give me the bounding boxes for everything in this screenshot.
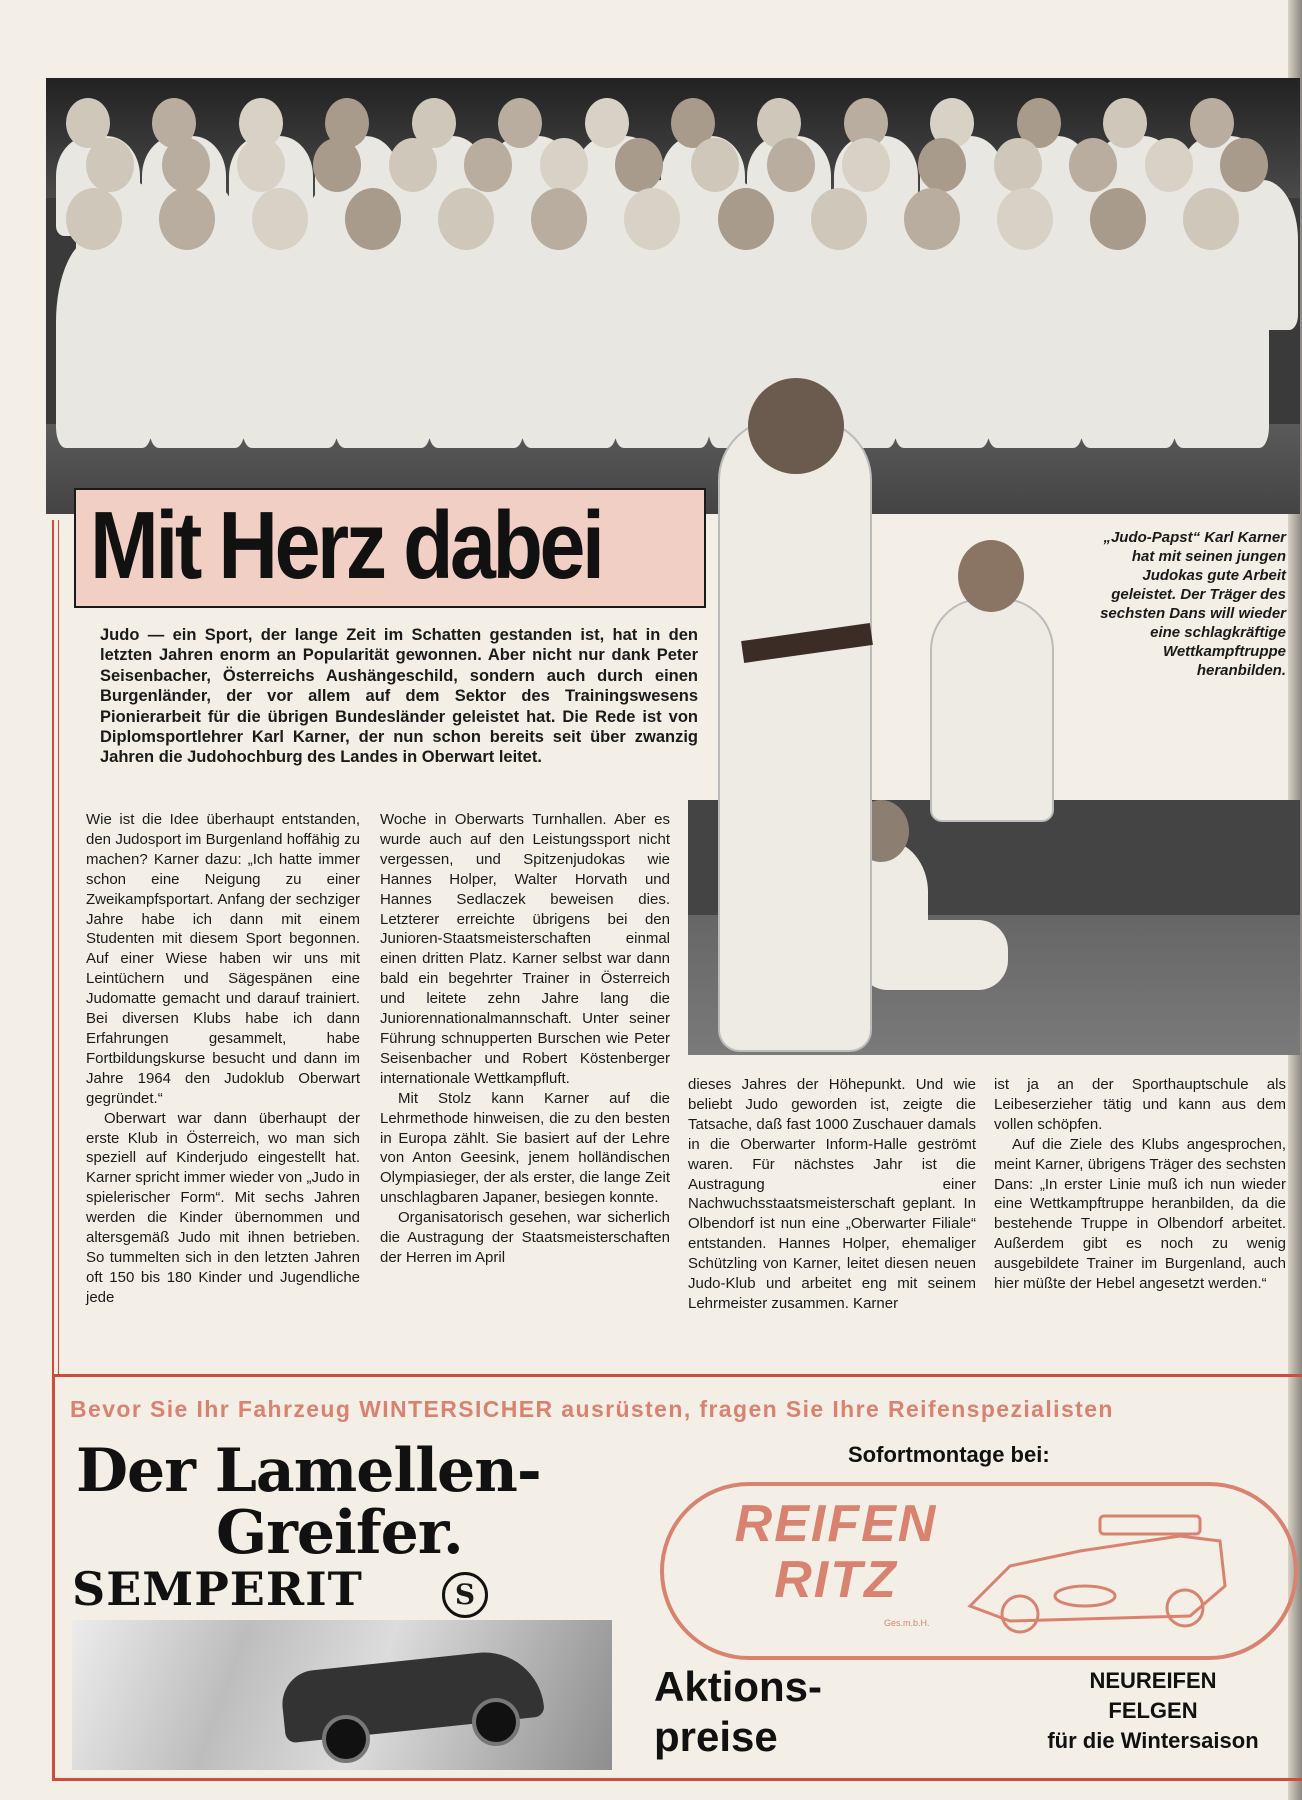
judoka-gi [614,238,710,448]
aktion-line1: Aktions- [654,1663,822,1710]
judoka-head [767,138,815,192]
judoka-head [585,98,629,148]
ad-headline [76,1436,636,1568]
judoka-head [918,138,966,192]
paragraph: Organisatorisch gesehen, war sicherlich die Austragung der Staatsmeisterschaften der Herren im April [380,1209,670,1266]
paragraph: Woche in Oberwarts Turnhallen. Aber es wurde auch auf den Leistungssport nicht vergessen, und Spitzenjudokas wie Hannes Holper, Walter Horvath und Hannes Sedlaczek beweisen dies. Letzterer erreichte übrigens bei den Junioren-Staatsmeisterschaften einmal einen dritten Platz. Karner selbst war dann bald ein begehrter Trainer in Österreich und leitete zehn Jahre lang die Juniorennationalmannschaft. Unter seiner Führung schnupperten Burschen wie Peter Seisenbacher und Robert Köstenberger internationale Wettkampfluft. [380,811,670,1087]
ad-sofortmontage: Sofortmontage bei: [848,1442,1050,1467]
article-column-4 [994,1075,1286,1294]
judoka-head [811,188,867,250]
judoka-head [237,138,285,192]
semperit-brand: SEMPERIT [72,1562,363,1616]
judoka-head [691,138,739,192]
judoka-head [438,188,494,250]
paragraph: Oberwart war dann überhaupt der erste Klub in Österreich, wo man sich speziell auf Kinderjudo eingestellt hat. Karner spricht immer wieder von „Judo in spielerischer Form“. Mit sechs Jahren werden die Kinder übernommen und altersgemäß Judo mit ihnen betrieben. So tummelten sich in den letzten Jahren oft 150 bis 180 Kinder und Jugendliche jede [86,1109,360,1306]
standing-judoka [720,420,870,1050]
judoka-gi [149,238,245,448]
young-judoka-head [958,540,1024,612]
judoka-gi [335,238,431,448]
paragraph: Auf die Ziele des Klubs angesprochen, meint Karner, übrigens Träger des sechsten Dans: „In erster Linie muß ich nun wieder eine Wettkampftruppe heranbilden, da die bestehende Truppe in Olbendorf arbeitet. Außerdem gibt es noch zu wenig ausgebildete Trainer im Burgenland, auch hier müßte der Hebel angesetzt werden.“ [994,1135,1286,1293]
judoka-head [994,138,1042,192]
semperit-logo-icon: S [442,1572,488,1618]
judoka-gi [1080,238,1176,448]
judoka-head [531,188,587,250]
judoka-head [718,188,774,250]
judoka-gi [521,238,617,448]
judoka-head [997,188,1053,250]
aktion-line2: preise [654,1713,778,1760]
judoka-head [842,138,890,192]
judoka-gi [894,238,990,448]
judoka-head [389,138,437,192]
ad-top-rule [52,1374,1302,1377]
photo-caption: „Judo-Papst“ Karl Karner hat mit seinen jungen Judokas gute Arbeit geleistet. Der Träger des sechsten Dans will wieder eine schlagkräftige Wettkampftruppe heranbilden. [1100,529,1286,679]
judoka-gi [428,238,524,448]
red-rule [52,520,59,1375]
standing-judoka-head [748,378,844,474]
judoka-gi [56,238,152,448]
aktionspreise [654,1662,884,1762]
judoka-gi [1173,238,1269,448]
ritz-gmbh: Ges.m.b.H. [884,1618,930,1628]
ritz-line1: REIFEN [734,1495,938,1553]
paragraph: dieses Jahres der Höhepunkt. Und wie beliebt Judo geworden ist, zeigte die Tatsache, daß fast 1000 Zuschauer damals in die Oberwarter Inform-Halle geströmt waren. Für nächstes Jahr ist die Austragung einer Nachwuchsstaatsmeisterschaft geplant. In Olbendorf ist nun eine „Oberwarter Filiale“ entstanden. Hannes Holper, ehemaliger Schützling von Karner, leitet diesen neuen Judo-Klub und arbeitet eng mit seinem Lehrmeister zusammen. Karner [688,1076,976,1312]
neureifen-info [1008,1666,1298,1756]
judoka-head [464,138,512,192]
judoka-head [498,98,542,148]
article-column-2 [380,810,670,1268]
crouching-judoka [858,920,1008,990]
judoka-head [1090,188,1146,250]
judoka-head [1145,138,1193,192]
judoka-gi [987,238,1083,448]
paragraph: Wie ist die Idee überhaupt entstanden, den Judosport im Burgenland hoffähig zu machen? Karner dazu: „Ich hatte immer schon eine Neigung zu einer Zweikampfsportart. Anfang der sechziger Jahre habe ich dann mit einem Studenten mit diesem Sport begonnen. Auf einer Wiese haben wir uns mit Leintüchern und Sägespänen eine Judomatte gemacht und darauf trainiert. Bei diversen Klubs habe ich dann Erfahrungen gesammelt, habe Fortbildungskurse besucht und dann im Jahre 1964 den Judoklub Oberwart gegründet.“ [86,811,360,1107]
judoka-head [313,138,361,192]
judoka-head [1183,188,1239,250]
ad-headline-line2: Greifer. [216,1498,463,1568]
judoka-head [66,188,122,250]
neu-line3: für die Wintersaison [1047,1728,1259,1753]
car-wheel [472,1698,520,1746]
lead-paragraph: Judo — ein Sport, der lange Zeit im Schatten gestanden ist, hat in den letzten Jahren enorm an Popularität gewonnen. Aber nicht nur dank Peter Seisenbacher, Österreichs Aushängeschild, sondern auch durch einen Burgenländer, der vor allem auf dem Sektor des Trainingswesens Pionierarbeit für die übrigen Bundesländer geleistet hat. Die Rede ist von Diplomsportlehrer Karl Karner, der nun schon bereits seit über zwanzig Jahren die Judohochburg des Landes in Oberwart leitet. [100,626,698,767]
ad-headline-line1: Der Lamellen- [76,1436,541,1506]
young-judoka [932,600,1052,820]
article-column-1 [86,810,360,1308]
ad-bottom-rule [52,1778,1302,1781]
judoka-gi [242,238,338,448]
race-car-icon [950,1496,1240,1646]
paragraph: ist ja an der Sporthauptschule als Leibeserzieher tätig und kann aus dem vollen schöpfen. [994,1076,1286,1133]
judoka-head [1069,138,1117,192]
ad-banner: Bevor Sie Ihr Fahrzeug WINTERSICHER ausrüsten, fragen Sie Ihre Reifenspezialisten [70,1396,1114,1422]
ritz-line2: RITZ [774,1551,898,1609]
group-photo [46,78,1300,514]
paragraph: Mit Stolz kann Karner auf die Lehrmethode hinweisen, die zu den besten in Europa zählt. Sie basiert auf der Lehre von Anton Geesink, jenem holländischen Olympiasieger, der als erster, die lange Zeit unschlagbaren Japaner, besiegen konnte. [380,1089,670,1207]
article-column-3 [688,1075,976,1314]
car-photo [72,1620,612,1770]
headline: Mit Herz dabei [90,492,602,599]
judoka-head [1190,98,1234,148]
judoka-head [162,138,210,192]
judoka-head [1103,98,1147,148]
judoka-head [904,188,960,250]
neu-line2: FELGEN [1108,1698,1198,1723]
judoka-head [540,138,588,192]
judoka-head [159,188,215,250]
judoka-head [252,188,308,250]
judoka-head [86,138,134,192]
reifen-ritz-name [706,1496,966,1608]
car-wheel [322,1715,370,1763]
ad-left-rule [52,1374,55,1780]
judoka-head [345,188,401,250]
neu-line1: NEUREIFEN [1089,1668,1217,1693]
